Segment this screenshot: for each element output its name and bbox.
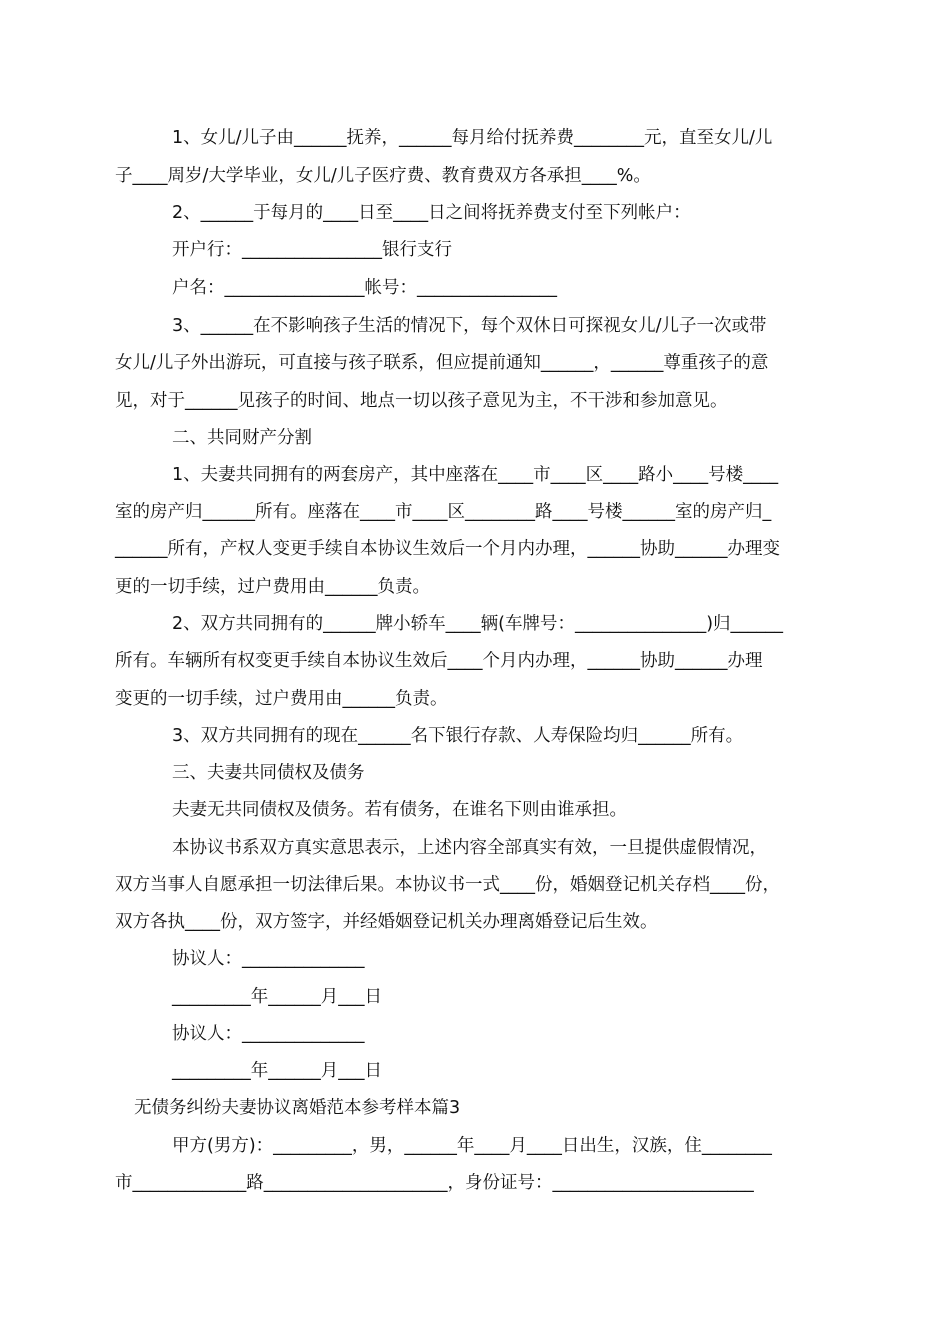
clause-3-line-1: 3、______在不影响孩子生活的情况下，每个双休日可探视女儿/儿子一次或带 [172,316,767,336]
signatory-1: 协议人：______________ [172,949,365,969]
clause-2-line-1: 2、______于每月的____日至____日之间将抚养费支付至下列帐户： [172,203,691,223]
section-heading-debts: 三、夫妻共同债权及债务 [172,763,365,783]
clause-1-line-2: 子____周岁/大学毕业，女儿/儿子医疗费、教育费双方各承担____%。 [115,166,651,186]
property-clause-1-line-4: 更的一切手续，过户费用由______负责。 [115,577,430,597]
property-clause-1-line-2: 室的房产归______所有。座落在____市____区________路____号楼______室的房产归_ [115,502,772,522]
validity-line-3: 双方各执____份，双方签字，并经婚姻登记机关办理离婚登记后生效。 [115,912,658,932]
debts-paragraph: 夫妻无共同债权及债务。若有债务，在谁名下则由谁承担。 [172,800,627,820]
signatory-2-date: _________年______月___日 [172,1061,382,1081]
clause-3-line-3: 见，对于______见孩子的时间、地点一切以孩子意见为主，不干涉和参加意见。 [115,391,728,411]
bank-field: 开户行：________________银行支行 [172,240,452,260]
validity-line-1: 本协议书系双方真实意思表示，上述内容全部真实有效，一旦提供虚假情况， [172,838,767,858]
party-a-line-2: 市_____________路_____________________，身份证号：_______________________ [115,1173,754,1193]
clause-1-line-1: 1、女儿/儿子由______抚养，______每月给付抚养费________元，直至女儿/儿 [172,128,773,148]
clause-3-line-2: 女儿/儿子外出游玩，可直接与孩子联系，但应提前通知______，______尊重孩子的意 [115,353,769,373]
property-clause-1-line-3: ______所有，产权人变更手续自本协议生效后一个月内办理，______协助______办理变 [115,539,780,559]
sample-3-title: 无债务纠纷夫妻协议离婚范本参考样本篇3 [134,1098,461,1118]
account-field: 户名：________________帐号：________________ [172,278,557,298]
section-heading-property: 二、共同财产分割 [172,428,312,448]
property-clause-1-line-1: 1、夫妻共同拥有的两套房产，其中座落在____市____区____路小____号楼____ [172,465,779,485]
property-clause-2-line-1: 2、双方共同拥有的______牌小轿车____辆(车牌号：_______________)归______ [172,614,784,634]
validity-line-2: 双方当事人自愿承担一切法律后果。本协议书一式____份，婚姻登记机关存档____份， [115,875,780,895]
property-clause-3-line-1: 3、双方共同拥有的现在______名下银行存款、人寿保险均归______所有。 [172,726,744,746]
property-clause-2-line-2: 所有。车辆所有权变更手续自本协议生效后____个月内办理，______协助______办理 [115,651,763,671]
party-a-line-1: 甲方(男方)：_________，男，______年____月____日出生，汉族，住________ [172,1136,772,1156]
property-clause-2-line-3: 变更的一切手续，过户费用由______负责。 [115,689,448,709]
signatory-2: 协议人：______________ [172,1024,365,1044]
signatory-1-date: _________年______月___日 [172,987,382,1007]
